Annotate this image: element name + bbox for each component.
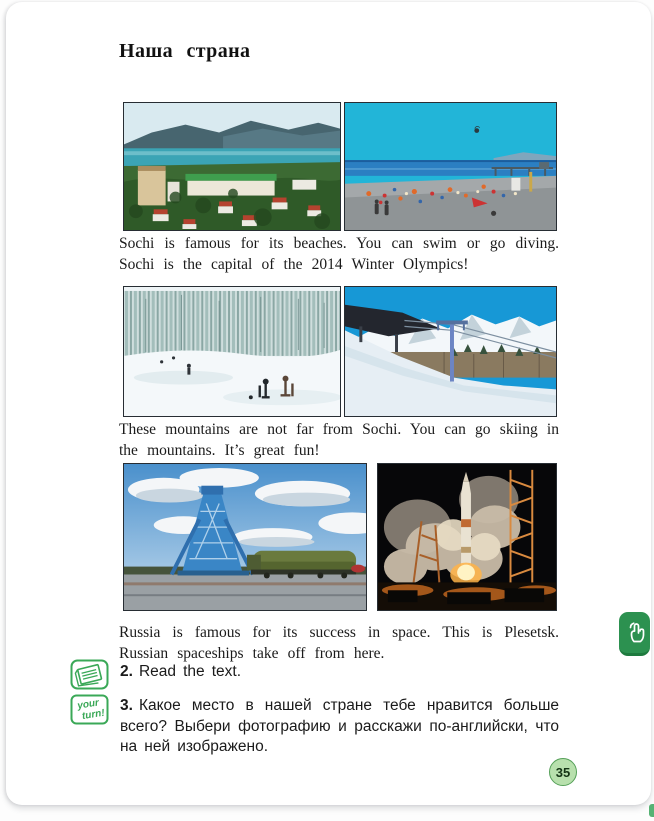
notebook-icon — [70, 659, 109, 690]
photo-row-space — [123, 463, 557, 611]
interactive-tap-button[interactable] — [619, 612, 650, 656]
your-turn-icon — [70, 694, 109, 725]
exercise-3-number: 3. — [120, 697, 133, 714]
page-title: Наша страна — [119, 40, 251, 62]
exercise-3-text: Какое место в нашей стране тебе нравится больше всего? Выбери фотографию и расскажи по-английски, что на ней изображено. — [120, 697, 559, 755]
ski-slope-photo — [123, 286, 341, 417]
ski-lift-photo — [344, 286, 557, 417]
caption-space: Russia is famous for its success in space. This is Plesetsk. Russian spaceships take off from here. — [119, 624, 559, 662]
page-number-badge — [549, 758, 577, 786]
book-page — [6, 2, 651, 805]
night-rocket-launch-photo — [377, 463, 557, 611]
page-corner-accent — [649, 804, 654, 817]
tap-hand-icon — [624, 619, 646, 647]
photo-row-sochi — [123, 102, 557, 231]
exercise-3 — [120, 696, 559, 758]
your-turn-line2: turn! — [81, 707, 106, 723]
page-number: 35 — [555, 764, 571, 780]
plesetsk-launch-pad-photo — [123, 463, 367, 611]
exercise-2-number: 2. — [120, 663, 133, 680]
caption-mountains: These mountains are not far from Sochi. You can go skiing in the mountains. It’s great fun! — [119, 421, 559, 459]
photo-row-mountains — [123, 286, 557, 417]
sochi-city-photo — [123, 102, 341, 231]
exercise-2-text: Read the text. — [138, 663, 242, 680]
sochi-beach-photo — [344, 102, 557, 231]
exercise-2 — [120, 662, 559, 683]
your-turn-line1: your — [76, 697, 100, 712]
caption-sochi: Sochi is famous for its beaches. You can swim or go diving. Sochi is the capital of the 2014 Winter Olympics! — [119, 235, 559, 273]
